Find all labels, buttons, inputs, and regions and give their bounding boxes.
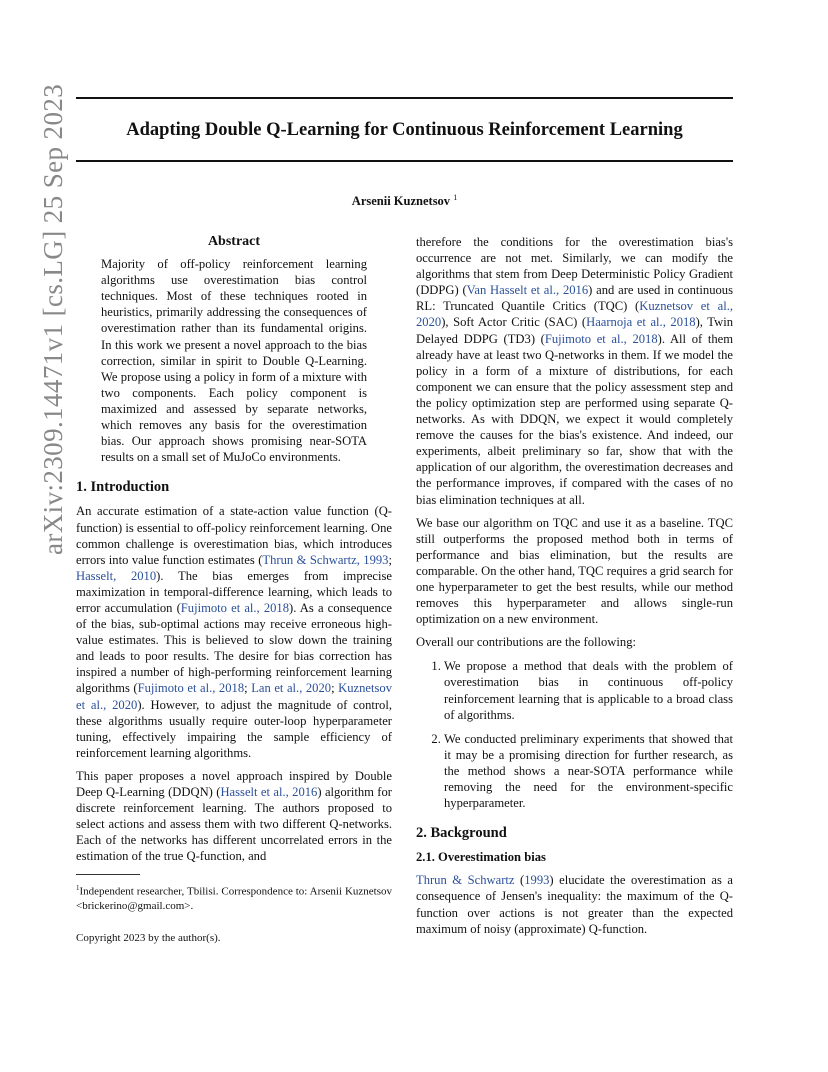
subsection-heading: 2.1. Overestimation bias bbox=[416, 850, 546, 865]
citation-link[interactable]: Lan et al., 2020 bbox=[251, 681, 332, 696]
citation-link[interactable]: Fujimoto et al., 2018 bbox=[180, 600, 290, 615]
citation-link[interactable]: Thrun & Schwartz, 1993 bbox=[262, 552, 389, 567]
citation-link[interactable]: 1993 bbox=[524, 873, 550, 888]
arxiv-side-label: arXiv:2309.14471v1 [cs.LG] 25 Sep 2023 bbox=[38, 83, 68, 555]
top-rule bbox=[76, 97, 733, 99]
citation-link[interactable]: Kuznetsov et al., 2020 bbox=[416, 299, 733, 330]
list-item: 2. We conducted preliminary experiments that showed that it may be a promising direction for further research, as the method shows a near-SOTA performance while removing the need for the environment-specific hyperparameter. bbox=[444, 731, 733, 811]
intro-paragraph-2: This paper proposes a novel approach inspired by Double Deep Q-Learning (DDQN) (Hasselt et al., 2016) algorithm for discrete reinforcement learning. The authors proposed to select actions and assess them with two different Q-networks. Each of the networks has different uncorrelated errors in the estimation of the true Q-function, and bbox=[76, 768, 392, 864]
abstract-heading: Abstract bbox=[207, 234, 261, 249]
citation-link[interactable]: Thrun & Schwartz bbox=[416, 873, 515, 888]
background-heading: 2. Background bbox=[416, 825, 507, 842]
citation-link[interactable]: Kuznetsov et al., 2020 bbox=[76, 681, 393, 712]
author-mark: 1 bbox=[453, 193, 458, 202]
citation-link[interactable]: Haarnoja et al., 2018 bbox=[586, 315, 696, 330]
citation-link[interactable]: Hasselt et al., 2016 bbox=[220, 785, 318, 799]
right-paragraph-1: therefore the conditions for the overestimation bias's occurrence are not met. Similarly, we can modify the algorithms that stem from Deep Deterministic Policy Gradient (DDPG) (Van Hasselt et al., 2016) and are used in continuous RL: Truncated Quantile Critics (TQC) (Kuznetsov et al., 2020), Soft Actor Critic (SAC) (Haarnoja et al., 2018), Twin Delayed DDPG (TD3) (Fujimoto et al., 2018). All of them already have at least two Q-networks in them. If we model the policy in a form of a mixture of distributions, for each component we can ensure that the policy assessment step and the policy optimization step are performed using separate Q-networks. As with DDQN, we expect it would completely remove the causes for the bias's existence. And indeed, our experiments, albeit preliminary so far, show that with the application of our algorithm, the overestimation decreases and the performance improves, if compared with the cases of no bias elimination techniques at all. bbox=[416, 235, 734, 507]
citation-link[interactable]: Van Hasselt et al., 2016 bbox=[466, 283, 589, 298]
right-paragraph-4: Thrun & Schwartz (1993) elucidate the overestimation as a consequence of Jensen's inequality: the maximum of the Q-function over actions is not greater than the expected maximum of noisy (approximate) Q-function. bbox=[416, 873, 734, 936]
title-bottom-rule bbox=[76, 160, 733, 162]
right-paragraph-2: We base our algorithm on TQC and use it as a baseline. TQC still outperforms the proposed method both in terms of performance and bias elimination, but the results are comparable. On the other hand, TQC requires a grid search for one hyperparameter to get the best results, while our method removes this hyperparameter and allows single-run optimization on a new environment. bbox=[416, 515, 733, 627]
contributions-list bbox=[416, 658, 733, 811]
footnote bbox=[76, 881, 392, 945]
citation-link[interactable]: Fujimoto et al., 2018 bbox=[544, 331, 658, 346]
paper-title: Adapting Double Q-Learning for Continuous Reinforcement Learning bbox=[126, 120, 683, 140]
author-line bbox=[76, 193, 733, 209]
right-paragraph-3: Overall our contributions are the following: bbox=[416, 635, 636, 650]
intro-heading: 1. Introduction bbox=[76, 479, 170, 496]
citation-link[interactable]: Fujimoto et al., 2018 bbox=[137, 681, 245, 696]
intro-paragraph-1: An accurate estimation of a state-action value function (Q-function) is essential to off-policy reinforcement learning. One common challenge is overestimation bias, which introduces errors into value function estimates (Thrun & Schwartz, 1993; Hasselt, 2010). The bias emerges from imprecise maximization in temporal-difference learning, which leads to error accumulation (Fujimoto et al., 2018). As a consequence of the bias, sub-optimal actions may receive erroneous high-value estimates. This is believed to slow down the training and leads to poor results. The desire for bias correction has inspired a number of high-performing reinforcement learning algorithms (Fujimoto et al., 2018; Lan et al., 2020; Kuznetsov et al., 2020). However, to adjust the magnitude of control, these algorithms usually require outer-loop hyperparameter tuning, effectively impairing the sample efficiency of reinforcement learning algorithms. bbox=[76, 504, 393, 760]
left-column bbox=[76, 234, 392, 945]
author-name: Arsenii Kuznetsov bbox=[351, 194, 451, 209]
footnote-rule bbox=[76, 874, 140, 875]
list-item: 1. We propose a method that deals with the problem of overestimation bias in continuous off-policy reinforcement learning that is applicable to a broad class of algorithms. bbox=[444, 658, 733, 722]
footnote-text: $^1$Independent researcher, Tbilisi. Correspondence to: Arsenii Kuznetsov <brickerino@gmail.com>. bbox=[76, 884, 392, 913]
citation-link[interactable]: Hasselt, 2010 bbox=[76, 568, 157, 583]
right-column bbox=[416, 234, 733, 944]
copyright-notice: Copyright 2023 by the author(s). bbox=[76, 932, 221, 945]
abstract-text: Majority of off-policy reinforcement learning algorithms use overestimation bias control techniques. Most of these techniques rooted in heuristics, primarily addressing the consequences of overestimation rather than its fundamental origins. In this work we present a novel approach to the bias correction, similar in spirit to Double Q-Learning. We propose using a policy in form of a mixture with two components. Each policy component is maximized and assessed by separate networks, which removes any basis for the overestimation bias. Our approach shows promising near-SOTA results on a small set of MuJoCo environments. bbox=[101, 257, 367, 465]
